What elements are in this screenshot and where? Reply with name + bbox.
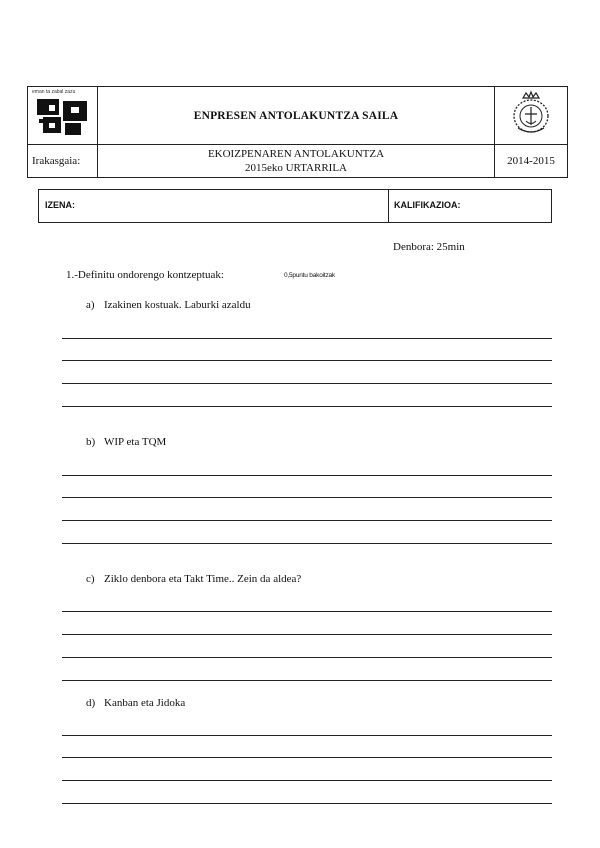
university-logo-icon (35, 95, 91, 139)
sub-question-text: WIP eta TQM (104, 436, 167, 448)
answer-line (62, 383, 552, 384)
time-limit: Denbora: 25min (393, 241, 465, 253)
answer-line (62, 520, 552, 521)
name-label: IZENA: (45, 200, 75, 210)
sub-question-d (86, 697, 185, 709)
student-box-divider (388, 190, 389, 222)
answer-line (62, 634, 552, 635)
subject-label: Irakasgaia: (28, 145, 98, 178)
sub-question-text: Kanban eta Jidoka (104, 697, 186, 709)
sub-question-c (86, 573, 301, 585)
sub-question-a (86, 299, 251, 311)
answer-line (62, 780, 552, 781)
course-info (98, 145, 495, 178)
answer-line (62, 611, 552, 612)
answer-line (62, 497, 552, 498)
course-date: 2015eko URTARRILA (244, 162, 348, 174)
answer-line (62, 757, 552, 758)
answer-line (62, 475, 552, 476)
university-logo-cell (28, 87, 98, 145)
crest-emblem-icon (509, 90, 553, 136)
header-table (27, 86, 568, 178)
sub-question-marker: b) (86, 436, 96, 448)
academic-year: 2014-2015 (495, 145, 568, 178)
course-name: EKOIZPENAREN ANTOLAKUNTZA (207, 148, 385, 160)
answer-line (62, 735, 552, 736)
sub-question-text: Izakinen kostuak. Laburki azaldu (104, 299, 251, 311)
sub-question-text: Ziklo denbora eta Takt Time.. Zein da aldea? (104, 573, 302, 585)
crest-cell (495, 87, 568, 145)
answer-line (62, 680, 552, 681)
answer-line (62, 338, 552, 339)
university-tagline: eman ta zabal zazu (32, 89, 76, 95)
answer-line (62, 657, 552, 658)
sub-question-marker: c) (86, 573, 95, 585)
answer-line (62, 360, 552, 361)
sub-question-b (86, 436, 166, 448)
answer-line (62, 803, 552, 804)
sub-question-marker: d) (86, 697, 96, 709)
answer-line (62, 406, 552, 407)
student-info-box (38, 189, 552, 223)
department-title: ENPRESEN ANTOLAKUNTZA SAILA (98, 87, 495, 145)
question-title: 1.-Definitu ondorengo kontzeptuak: (66, 269, 224, 281)
question-points: 0,5puntu bakoitzak (284, 272, 335, 279)
grade-label: KALIFIKAZIOA: (394, 200, 461, 210)
sub-question-marker: a) (86, 299, 95, 311)
answer-line (62, 543, 552, 544)
